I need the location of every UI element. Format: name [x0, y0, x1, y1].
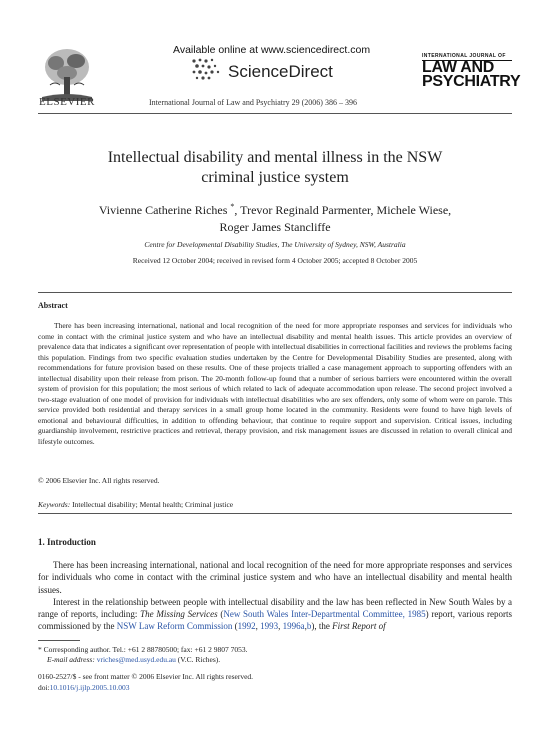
- keywords-label: Keywords:: [38, 500, 71, 509]
- affiliation: Centre for Developmental Disability Studies, The University of Sydney, NSW, Australia: [144, 240, 406, 249]
- intro-paragraph-2: Interest in the relationship between people with intellectual disability and the law has been reflected in New South Wales by a range of reports, including: The Missing Services (New South Wales Inter-Departmental Committee, 1985) report, various reports commissioned by the NSW Law Reform Commission (1992, 1993, 1996a,b), the First Report of: [38, 596, 512, 632]
- doi-label: doi:: [38, 682, 50, 692]
- section-heading-introduction: 1. Introduction: [38, 537, 96, 547]
- sciencedirect-brand: ScienceDirect: [228, 62, 333, 81]
- title-line-1: Intellectual disability and mental illness in the NSW: [107, 149, 443, 166]
- header-divider: [38, 113, 512, 114]
- citation-link-1993[interactable]: 1993: [260, 621, 279, 632]
- received-dates: Received 12 October 2004; received in revised form 4 October 2005; accepted 8 October 2005: [132, 256, 418, 265]
- email-label: E-mail address:: [47, 655, 95, 664]
- journal-badge-small: INTERNATIONAL JOURNAL OF: [422, 53, 512, 61]
- footnote-mark: *: [38, 645, 42, 654]
- intro-paragraph-1: There has been increasing international, national and local recognition of the need for more appropriate responses and services for individuals who come in contact with the criminal justice system and who have an intellectual disability and mental health issues.: [38, 560, 512, 595]
- corresponding-author-mark[interactable]: *: [230, 202, 235, 211]
- doi-link[interactable]: 10.1016/j.ijlp.2005.10.003: [49, 682, 130, 692]
- citation-link-nsw-idc-1985[interactable]: New South Wales Inter-Departmental Committee, 1985: [223, 609, 426, 620]
- abstract-heading: Abstract: [38, 301, 68, 310]
- keywords: [38, 500, 233, 509]
- bottom-metadata: [38, 672, 512, 693]
- journal-badge-line1: LAW AND: [422, 59, 494, 76]
- publisher-logo-text: ELSEVIER: [39, 96, 95, 108]
- abstract-divider-top: [38, 292, 512, 293]
- journal-citation: International Journal of Law and Psychiatry 29 (2006) 386 – 396: [149, 98, 357, 107]
- journal-badge-line2: PSYCHIATRY: [422, 73, 521, 90]
- citation-link-nsw-lrc[interactable]: NSW Law Reform Commission: [116, 621, 233, 632]
- title-line-2: criminal justice system: [201, 169, 349, 186]
- citation-link-1992[interactable]: 1992: [237, 621, 256, 632]
- authors-line-1: , Trevor Reginald Parmenter, Michele Wiese,: [234, 203, 452, 217]
- citation-link-1996b[interactable]: b: [306, 621, 312, 632]
- abstract-body: There has been increasing international, national and local recognition of the need for more appropriate responses and services for individuals who come in contact with the criminal justice system and who have an intellectual disability and mental health issues. This article provides an overview of prevalence data that indicates a significant over representation of people with intellectual disabilities in correctional facilities and reviews the problems facing this population. Findings from two specific evaluation studies undertaken by the Centre for Developmental Disability Studies are presented, along with recommendations for future provision based on these results. One of these projects trialled a case management approach to supporting offenders with an intellectual disability upon their release from prison. The 20-month follow-up found that a number of serious barriers were encountered within the overall system of provision for this population; the most serious of which related to lack of adequate accommodation upon release. The second project involved a two-stage evaluation of one model of provision for individuals with intellectual disabilities who are sex offenders, only some of whom were on parole. This service provided both residential and therapy services in a small group home located in the community. Residents were found to have high levels of emotional and behavioural difficulties, in addition to offending behaviour, that continue to require support and supervision. Critical issues, including guardianship involvement, restrictive practices and retrieval, therapy provision, and risk management issues are discussed in relation to overall clinical and lifestyle outcomes.: [38, 321, 512, 446]
- footnote: [38, 645, 512, 665]
- sciencedirect-dots-icon: [188, 55, 228, 83]
- keywords-list: Intellectual disability; Mental health; Criminal justice: [70, 500, 234, 509]
- citation-link-1996a[interactable]: 1996a: [282, 621, 305, 632]
- corresponding-author-contact: Corresponding author. Tel.: +61 2 88780500; fax: +61 2 9807 7053.: [41, 645, 248, 654]
- article-title: [38, 148, 512, 188]
- author-1: Vivienne Catherine Riches: [98, 203, 228, 217]
- issn-line: 0160-2527/$ - see front matter © 2006 Elsevier Inc. All rights reserved.: [38, 672, 254, 681]
- available-online-text[interactable]: Available online at www.sciencedirect.com: [173, 44, 371, 56]
- abstract-divider-bottom: [38, 513, 512, 514]
- email-suffix: (V.C. Riches).: [175, 655, 221, 664]
- abstract-copyright: © 2006 Elsevier Inc. All rights reserved.: [38, 476, 160, 485]
- author-list: [38, 198, 512, 236]
- authors-line-2: Roger James Stancliffe: [219, 220, 331, 234]
- email-link[interactable]: vriches@med.usyd.edu.au: [96, 655, 176, 664]
- footnote-divider: [38, 640, 80, 641]
- journal-badge: [422, 53, 521, 90]
- introduction-text: [38, 559, 512, 633]
